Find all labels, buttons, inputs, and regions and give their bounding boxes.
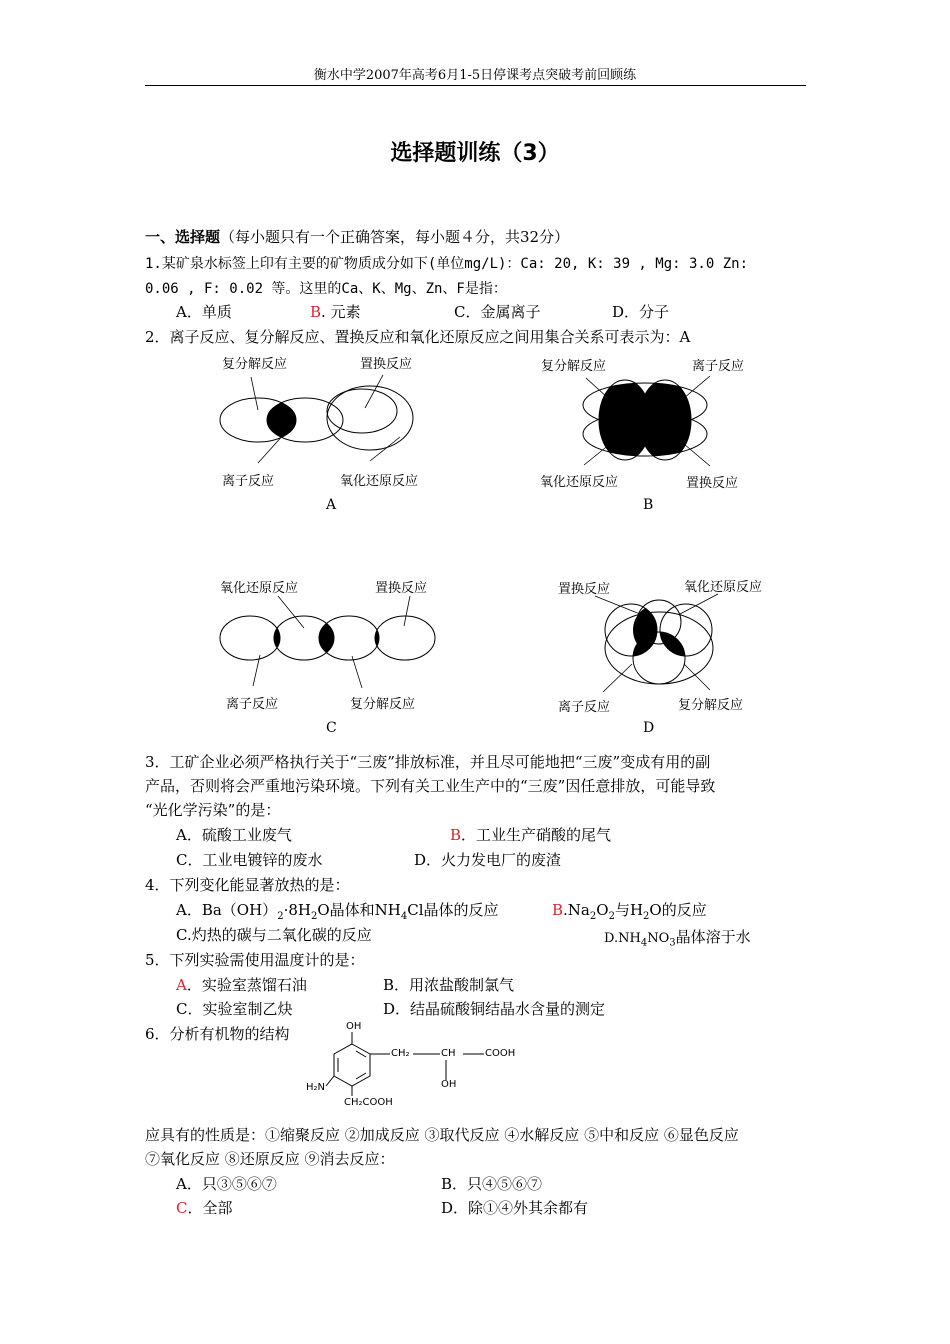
q5-option-d: D．结晶硫酸铜结晶水含量的测定 <box>383 1000 606 1018</box>
struct-h2n: H₂N <box>306 1082 326 1093</box>
diagram-c-caption: C <box>326 720 337 736</box>
diagram-a-label-lizi: 离子反应 <box>222 474 275 489</box>
q6-option-c: C．全部 <box>176 1199 233 1217</box>
diagram-d-label-lizi: 离子反应 <box>558 700 611 715</box>
page-header: 衡水中学2007年高考6月1-5日停课考点突破考前回顾练 <box>313 68 637 83</box>
page-title: 选择题训练（3） <box>390 141 560 166</box>
q3-option-a: A．硫酸工业废气 <box>176 826 292 844</box>
ellipse-yanghua-a <box>327 386 413 450</box>
q4-option-c: C.灼热的碳与二氧化碳的反应 <box>176 926 372 944</box>
q4-stem: 4．下列变化能显著放热的是： <box>145 876 350 894</box>
q1-option-c: C．金属离子 <box>454 303 541 321</box>
struct-cooh: COOH <box>485 1048 516 1059</box>
diagram-c-label-zhihuan: 置换反应 <box>375 581 428 596</box>
q1-option-a: A．单质 <box>176 303 232 321</box>
q6-option-d: D．除①④外其余都有 <box>441 1199 589 1217</box>
q6-option-b: B．只④⑤⑥⑦ <box>441 1175 543 1193</box>
q5-option-a: A．实验室蒸馏石油 <box>176 976 307 994</box>
q5-option-c: C．实验室制乙炔 <box>176 1000 293 1018</box>
q3-option-b <box>450 824 611 845</box>
diagram-c-label-fenjie: 复分解反应 <box>350 697 416 712</box>
q3-line3: “光化学污染”的是： <box>145 801 281 819</box>
diagram-b-label-lizi: 离子反应 <box>692 359 745 374</box>
q1-line2: 0.06 , F: 0.02 等。这里的Ca、K、Mg、Zn、F是指： <box>145 281 507 297</box>
diagram-b-shapes <box>583 376 710 466</box>
q6-props-line2: ⑦氧化反应 ⑧还原反应 ⑨消去反应： <box>145 1150 395 1168</box>
q6-props-line1: 应具有的性质是：①缩聚反应 ②加成反应 ③取代反应 ④水解反应 ⑤中和反应 ⑥显色反应 <box>145 1126 739 1144</box>
q6-answer-letter: C <box>176 1199 188 1217</box>
diagram-a-label-yanghua: 氧化还原反应 <box>340 474 419 489</box>
q2-stem: 2．离子反应、复分解反应、置换反应和氧化还原反应之间用集合关系可表示为：A <box>145 328 691 346</box>
struct-ch: CH <box>441 1048 456 1059</box>
struct-oh-top: OH <box>346 1021 362 1032</box>
q5-stem: 5．下列实验需使用温度计的是： <box>145 951 365 969</box>
q1-option-b-text: . 元素 <box>321 303 361 321</box>
q5-answer-letter: A <box>176 976 187 994</box>
struct-oh-side: OH <box>441 1079 457 1090</box>
q1-option-d: D．分子 <box>612 303 670 321</box>
diagram-a-label-fenjie: 复分解反应 <box>222 357 288 372</box>
q3-answer-letter: B <box>450 826 462 844</box>
section-title: 一、选择题 <box>145 228 221 246</box>
q1-line1: 1.某矿泉水标签上印有主要的矿物质成分如下(单位mg/L)：Ca: 20, K: 39 , Mg: 3.0 Zn: <box>145 256 749 272</box>
q4-option-b: $B.Na_2O_2$与$H_2O$的反应 <box>552 901 707 922</box>
diagram-d-label-zhihuan: 置换反应 <box>558 582 611 597</box>
diagram-b-label-fenjie: 复分解反应 <box>541 359 607 374</box>
q1-answer-letter: B <box>310 303 322 321</box>
q6-option-a: A．只③⑤⑥⑦ <box>176 1175 277 1193</box>
diagram-b-caption: B <box>643 497 654 513</box>
q3-option-d: D．火力发电厂的废渣 <box>414 851 562 869</box>
struct-ch2cooh: CH₂COOH <box>344 1097 393 1108</box>
diagram-a-label-zhihuan: 置换反应 <box>360 357 413 372</box>
diagram-c-shapes <box>220 596 435 688</box>
diagram-b-label-yanghua: 氧化还原反应 <box>540 475 619 490</box>
q3-line1: 3．工矿企业必须严格执行关于“三废”排放标准，并且尽可能地把“三废”变成有用的副 <box>145 753 711 771</box>
diagram-c-label-yanghua: 氧化还原反应 <box>220 581 299 596</box>
struct-ch2: CH₂ <box>391 1048 410 1059</box>
diagram-d-label-yanghua: 氧化还原反应 <box>684 580 763 595</box>
q4-option-a: A．$Ba(OH)_2\cdot 8H_2O$晶体和$NH_4Cl$晶体的反应 <box>176 901 499 922</box>
q3-option-c: C．工业电镀锌的废水 <box>176 851 323 869</box>
diagram-d-caption: D <box>643 720 655 736</box>
section-note: （每小题只有一个正确答案，每小题４分，共32分） <box>220 228 570 246</box>
diagram-a-shapes <box>220 375 413 463</box>
q4-answer-letter: B <box>552 901 564 919</box>
q3-option-b-text: ．工业生产硝酸的尾气 <box>461 826 612 844</box>
diagram-d-shapes <box>595 594 718 692</box>
diagram-b-label-zhihuan: 置换反应 <box>686 476 739 491</box>
ellipse-zhihuan-a <box>327 389 397 433</box>
diagram-d-label-fenjie: 复分解反应 <box>678 698 744 713</box>
q5-option-b: B．用浓盐酸制氯气 <box>383 976 515 994</box>
molecule-structure <box>326 1032 484 1096</box>
q3-line2: 产品，否则将会严重地污染环境。下列有关工业生产中的“三废”因任意排放，可能导致 <box>145 777 716 795</box>
diagram-a-caption: A <box>326 497 337 513</box>
q4-option-d: $D.NH_4NO_3$晶体溶于水 <box>604 928 751 949</box>
q6-stem: 6．分析有机物的结构 <box>145 1025 290 1043</box>
diagram-c-label-lizi: 离子反应 <box>226 697 279 712</box>
